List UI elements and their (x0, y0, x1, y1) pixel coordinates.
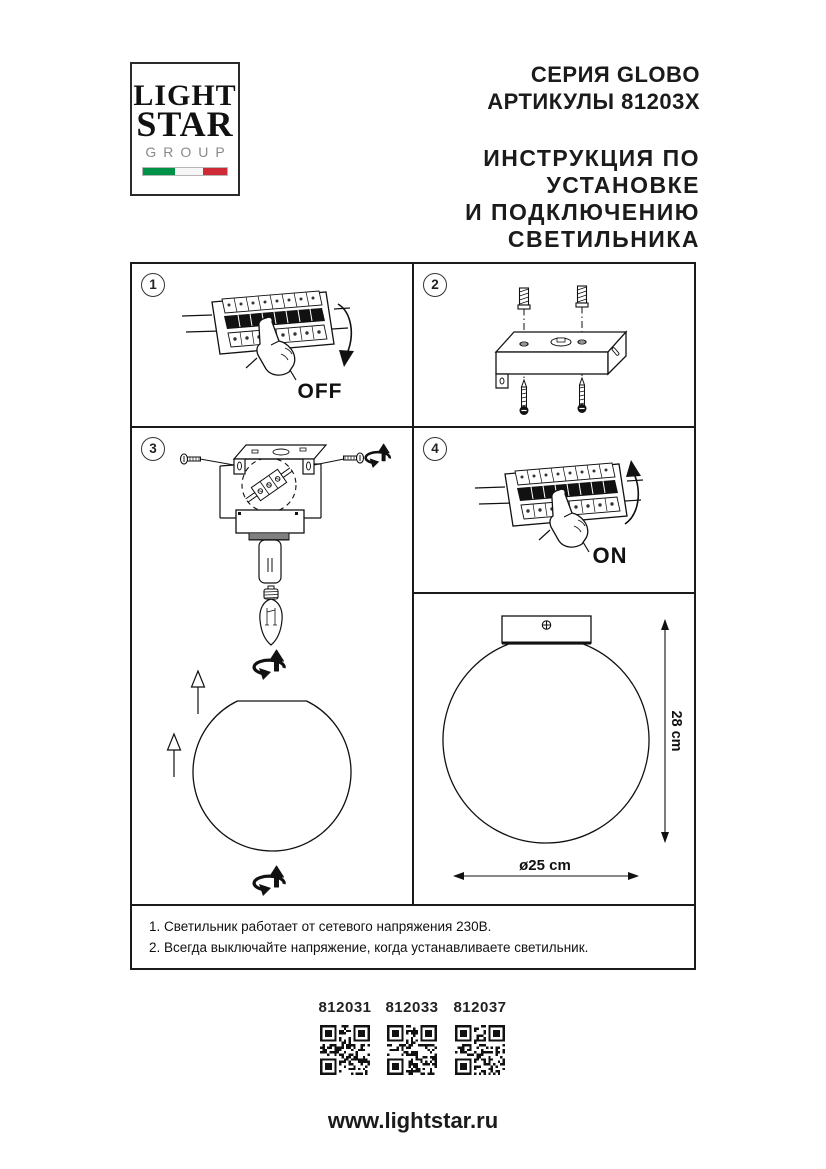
mounting-screw-icon (578, 378, 587, 413)
up-arrow-icon (168, 734, 181, 777)
up-arrow-icon (168, 734, 181, 777)
qr-code (387, 1025, 437, 1075)
dimension-panel (414, 594, 694, 904)
terminal-block-detail (242, 458, 296, 512)
step-panel-4 (414, 428, 694, 592)
height-dimension (661, 619, 684, 843)
step-panel-3 (132, 428, 412, 904)
leader-line (200, 459, 234, 465)
flag-white-segment (175, 168, 204, 175)
socket-drawing (259, 540, 281, 583)
rotation-arrow-icon (254, 866, 284, 896)
step-panel-2 (414, 264, 694, 426)
brand-logo (130, 62, 240, 196)
mounting-bracket-drawing (496, 332, 626, 388)
note-line-1: 1. Светильник работает от сетевого напряжения 230В. (149, 919, 492, 934)
italy-flag-bar (142, 167, 228, 176)
articles-title: АРТИКУЛЫ 81203X (487, 89, 700, 114)
step-badge: 4 (423, 437, 447, 461)
up-arrow-icon (192, 671, 205, 714)
flag-green-segment (143, 168, 175, 175)
ceiling-plate-drawing (502, 616, 591, 643)
logo-group-text: GROUP (145, 144, 232, 160)
qr-code (320, 1025, 370, 1075)
logo-star-text: STAR (136, 104, 234, 144)
qr-code (455, 1025, 505, 1075)
instruction-grid (130, 262, 696, 970)
rotation-arrow-icon (366, 444, 390, 468)
qr-item (445, 999, 515, 1075)
down-curved-arrow-icon (338, 304, 354, 367)
on-label: ON (592, 543, 628, 568)
mounting-screw-icon (578, 378, 587, 413)
step-badge: 3 (141, 437, 165, 461)
globe-drawing (443, 644, 649, 843)
leader-line (314, 459, 344, 465)
logo-light-text: LIGHT (133, 79, 237, 112)
note-line-2: 2. Всегда выключайте напряжение, когда устанавливаете светильник. (149, 939, 589, 955)
dowel-anchor-icon (518, 288, 530, 309)
dowel-anchor-icon (576, 286, 588, 307)
height-dimension-label: 28 cm (668, 710, 684, 752)
bulb-icon (260, 586, 282, 645)
off-label: OFF (297, 380, 343, 403)
socket-plate-drawing (236, 510, 304, 533)
qr-article-number: 812031 (318, 999, 372, 1016)
diameter-dimension (453, 857, 639, 880)
qr-item (310, 999, 380, 1075)
instruction-title-line1: ИНСТРУКЦИЯ ПО УСТАНОВКЕ (483, 145, 700, 198)
header-block (340, 61, 700, 253)
rotation-arrow-icon (254, 866, 284, 896)
dowel-anchor-icon (576, 286, 588, 307)
qr-article-number: 812037 (453, 999, 507, 1016)
side-screw-icon (344, 453, 364, 463)
rotation-arrow-icon (254, 650, 284, 680)
qr-item (377, 999, 447, 1075)
step-panel-1 (132, 264, 412, 426)
footer-website: www.lightstar.ru (327, 1108, 499, 1133)
series-title: СЕРИЯ GLOBO (530, 62, 700, 87)
qr-article-number: 812033 (385, 999, 439, 1016)
diameter-dimension-label: ø25 cm (519, 857, 571, 874)
flag-red-segment (203, 168, 227, 175)
side-screw-icon (181, 454, 201, 464)
screw-head-icon (542, 621, 550, 629)
step-badge: 2 (423, 273, 447, 297)
thread-collar-drawing (249, 533, 289, 540)
notes-panel (132, 906, 694, 968)
mounting-screw-icon (520, 380, 529, 415)
rotation-arrow-icon (366, 444, 390, 468)
globe-drawing (193, 701, 351, 851)
side-screw-icon (344, 453, 364, 463)
step-badge: 1 (141, 273, 165, 297)
instruction-title-line2: И ПОДКЛЮЧЕНИЮ СВЕТИЛЬНИКА (465, 199, 700, 252)
